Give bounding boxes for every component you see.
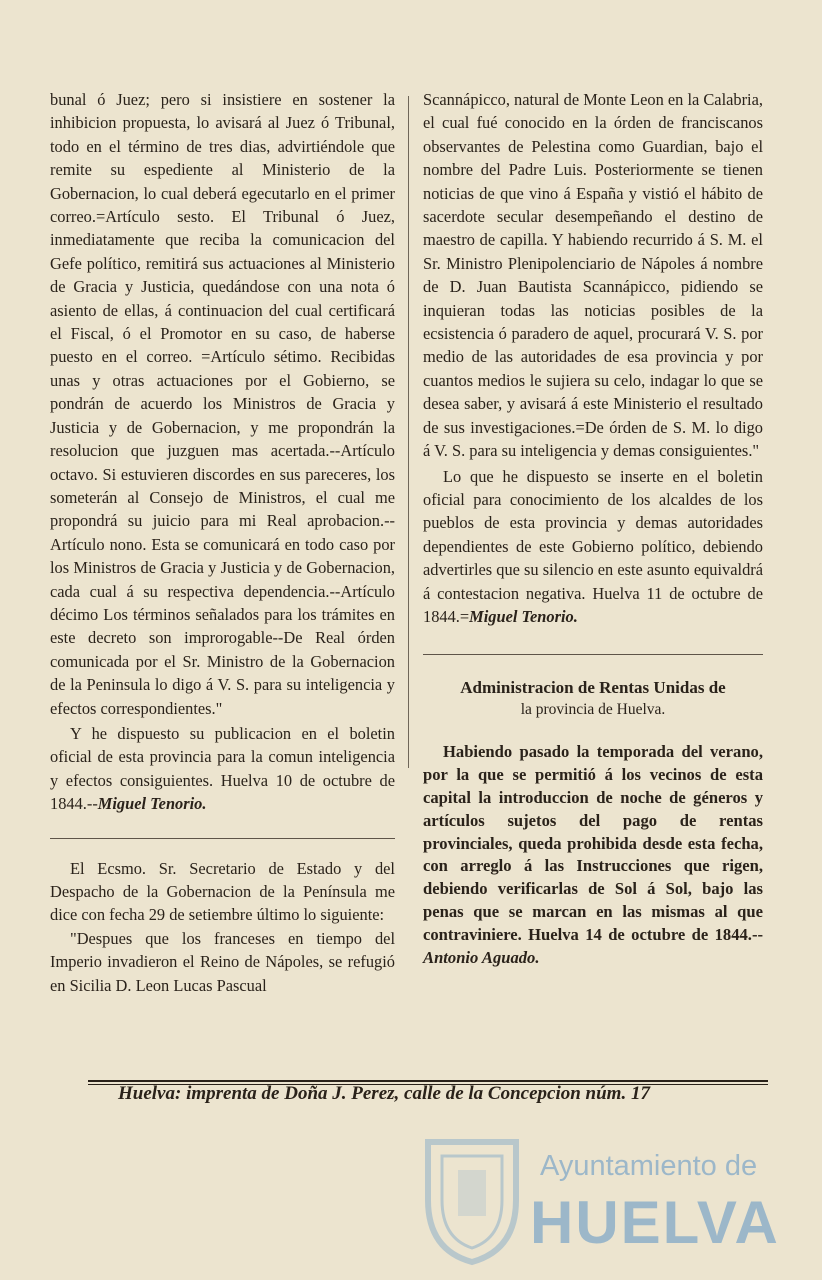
section-divider-right xyxy=(423,654,763,655)
column-divider xyxy=(408,96,409,768)
administration-heading xyxy=(423,677,763,721)
naples-letter-start: "Despues que los franceses en tiempo del Imperio invadieron el Reino de Nápoles, se refugió en Sicilia D. Leon Lucas Pascual xyxy=(50,928,395,995)
right-column xyxy=(423,88,763,969)
imprint-rule-top xyxy=(88,1080,768,1082)
boletin-notice-text: Lo que he dispuesto se inserte en el boletin oficial para conocimiento de los alcaldes de los pueblos de esta provincia y demas autoridades dependientes de este Gobierno político, debiendo advertirles que su silencio en este asunto equivaldrá á contestacion negativa. Huelva 11 de octubre de 1844.= xyxy=(423,466,763,626)
administration-heading-sub: la provincia de Huelva. xyxy=(520,701,666,719)
publication-notice xyxy=(50,722,395,816)
rentas-notice-text: Habiendo pasado la temporada del verano, por la que se permitió á los vecinos de esta capital la introduccion de noche de géneros y artículos sujetos del pago de rentas provinciales, queda prohibida desde esta fecha, con arreglo á las Instrucciones que rigen, debiendo verificarlas de Sol á Sol, bajo las penas que se marcan en las mismas al que contraviniere. Huelva 14 de octubre de 1844.-- xyxy=(423,742,763,944)
boletin-notice xyxy=(423,465,763,629)
rentas-notice xyxy=(423,741,763,969)
secretary-intro: El Ecsmo. Sr. Secretario de Estado y del Despacho de la Gobernacion de la Península me dice con fecha 29 de setiembre último lo siguiente: xyxy=(50,858,395,925)
naples-letter-continued: Scannápicco, natural de Monte Leon en la Calabria, el cual fué conocido en la órden de franciscanos observantes de Pelestina como Guardian, bajo el nombre del Padre Luis. Posteriormente se tienen noticias de que vino á España y vistió el hábito de sacerdote secular desempeñando el destino de maestro de capilla. Y habiendo recurrido á S. M. el Sr. Ministro Plenipolenciario de Nápoles á nombre de D. Juan Bautista Scannápicco, pidiendo se inquieran todas las noticias posibles de la ecsistencia ó paradero de aquel, procurará V. S. por medio de las autoridades de esa provincia y por cuantos medios le sujiera su celo, indagar lo que se desea saber, y avisará á este Ministerio el resultado de sus investigaciones.=De órden de S. M. lo digo á V. S. para su inteligencia y demas consiguientes." xyxy=(423,90,763,461)
left-column xyxy=(50,88,395,997)
signature-tenorio-1: Miguel Tenorio. xyxy=(97,794,207,814)
signature-tenorio-2: Miguel Tenorio. xyxy=(469,606,578,626)
watermark-line2: HUELVA xyxy=(530,1189,780,1256)
imprint-line: Huelva: imprenta de Doña J. Perez, calle de la Concepcion núm. 17 xyxy=(118,1083,650,1104)
decree-articles-text: bunal ó Juez; pero si insistiere en sostener la inhibicion propuesta, lo avisará al Juez ó Tribunal, todo en el término de tres dias, advirtiéndole que remite su espediente al Ministerio de la Gobernacion, lo cual deberá egecutarlo en el primer correo.=Artículo sesto. El Tribunal ó Juez, inmediatamente que reciba la comunicacion del Gefe político, remitirá sus actuaciones al Ministerio de Gracia y Justicia, quedándose con una nota ó asiento de ellas, á continuacion del cual certificará el Fiscal, ó el Promotor en su caso, de haberse puesto en el correo. =Artículo sétimo. Recibidas unas y otras actuaciones por el Gobierno, se pondrán de acuerdo los Ministros de Gracia y Justicia y de Gobernacion, y me propondrán la resolucion que juzguen mas acertada.--Artículo octavo. Si estuvieren discordes en sus pareceres, los someterán al Consejo de Ministros, el cual me propondrá su juicio para mi Real aprobacion.--Artículo nono. Esta se comunicará en todo caso por los Ministros de Gracia y Justicia y de Gobernacion, cada cual á su respectiva dependencia.--Artículo décimo Los términos señalados para los trámites en este decreto son improrogable--De Real órden comunicada por el Sr. Ministro de la Gobernacion de la Peninsula lo digo á V. S. para su inteligencia y efectos correspondientes." xyxy=(50,90,395,718)
publication-notice-text: Y he dispuesto su publicacion en el boletin oficial de esta provincia para la comun inteligencia y efectos consiguientes. Huelva 10 de octubre de 1844.-- xyxy=(50,723,395,814)
signature-aguado: Antonio Aguado. xyxy=(423,947,540,967)
administration-heading-title: Administracion de Rentas Unidas de xyxy=(460,678,726,698)
watermark-line1: Ayuntamiento de xyxy=(540,1150,758,1182)
section-divider xyxy=(50,838,395,839)
